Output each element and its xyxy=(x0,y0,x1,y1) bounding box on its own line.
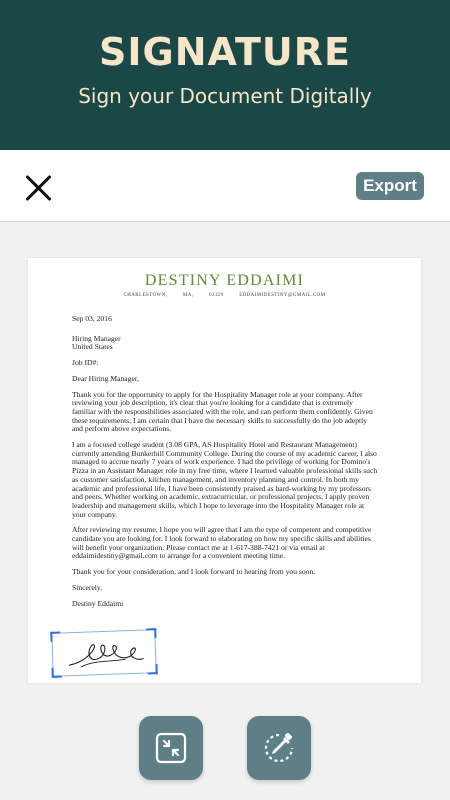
resize-handle-bottom-left[interactable] xyxy=(51,667,61,677)
close-icon[interactable] xyxy=(22,172,54,204)
signature-placement-box[interactable] xyxy=(51,629,156,677)
document-contact-line: CHARLESTOWN, MA, 02129 EDDAIMIDESTINY@GMAIL.COM xyxy=(123,293,326,298)
recipient-country: United States xyxy=(72,342,113,352)
banner-title: SIGNATURE xyxy=(99,30,351,74)
collapse-arrows-icon xyxy=(155,732,187,764)
recipient-line: Hiring Manager xyxy=(72,333,121,343)
letter-paragraph: Thank you for your consideration, and I look forward to hearing from you soon. xyxy=(72,567,316,577)
resize-handle-bottom-right[interactable] xyxy=(147,664,157,674)
letter-paragraph: Thank you for the opportunity to apply for the Hospitality Manager role at your company. After reviewing your job description, it's clear that you're looking for a candidate that is extremely familiar with the responsibilities associated with the role, and can perform them confidently. Given these requirements, I am certain that I have the necessary skills to successfully do the job adeptly and perform above expectations. xyxy=(72,389,373,434)
document-author-name: DESTINY EDDAIMI xyxy=(144,272,305,289)
signature-drawing xyxy=(62,635,147,674)
banner-subtitle: Sign your Document Digitally xyxy=(78,84,372,108)
resize-handle-top-left[interactable] xyxy=(50,632,60,642)
promo-banner xyxy=(0,0,450,150)
editor-toolbar xyxy=(0,150,450,222)
signer-name: Destiny Eddaimi xyxy=(72,598,124,608)
closing: Sincerely, xyxy=(72,582,103,592)
export-button[interactable]: Export xyxy=(356,172,424,200)
job-id-line: Job ID#: xyxy=(72,358,99,368)
color-picker-button[interactable] xyxy=(247,716,311,780)
color-dropper-icon xyxy=(263,732,295,764)
letter-paragraph: I am a focused college student (3.08 GPA, AS Hospitality Hotel and Restaurant Management) currently attending Bunkerhill Community College. During the course of my academic career, I also managed to accrue nearly 7 years of work experience. I had the privilege of working for Domino's Pizza in an Assistant Manager role in my free time, where I learned valuable professional skills such as customer satisfaction, kitchen management, and inventory planning and control. In both my academic and professional life, I have been consistently praised as hard-working by my professors and peers. Whether working on academic, extracurricular, or professional projects, I apply proven leadership and management skills, which I hope to leverage into the Hospitality Manager role at your company. xyxy=(72,440,378,519)
resize-handle-top-right[interactable] xyxy=(146,628,156,638)
document-page xyxy=(28,258,421,683)
shrink-document-button[interactable] xyxy=(139,716,203,780)
document-date: Sep 03, 2016 xyxy=(72,314,112,323)
document-body xyxy=(72,315,378,608)
salutation: Dear Hiring Manager, xyxy=(72,373,139,383)
letter-paragraph: After reviewing my resume, I hope you will agree that I am the type of competent and competitive candidate you are looking for. I look forward to elaborating on how my specific skills and abilities will benefit your organization. Please contact me at 1-617-388-7421 or via email at eddaimidestiny@gmail.com to arrange for a convenient meeting time. xyxy=(72,525,372,561)
